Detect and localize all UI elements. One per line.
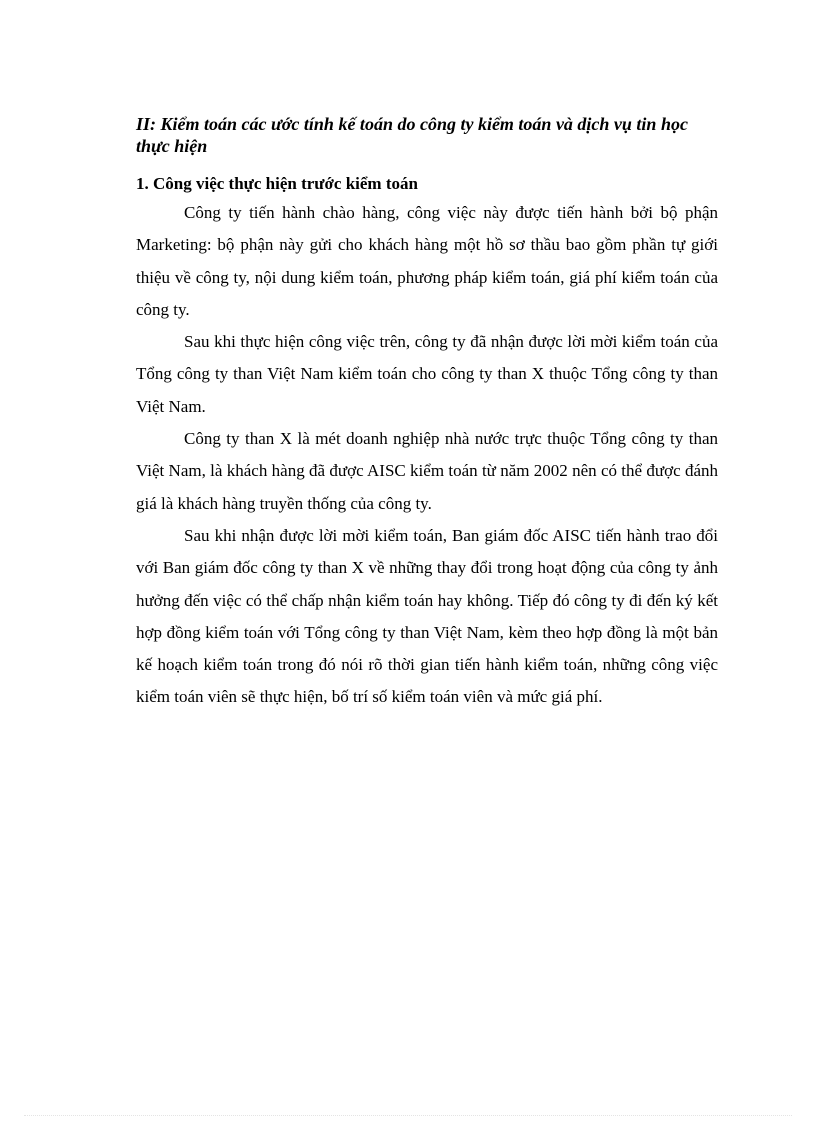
paragraph: Công ty than X là mét doanh nghiệp nhà nước trực thuộc Tổng công ty than Việt Nam, là khách hàng đã được AISC kiểm toán từ năm 2002 nên có thể được đánh giá là khách hàng truyền thống của công ty. <box>136 429 718 513</box>
page-bottom-divider <box>24 1115 792 1116</box>
paragraph: Công ty tiến hành chào hàng, công việc này được tiến hành bởi bộ phận Marketing: bộ phận này gửi cho khách hàng một hồ sơ thầu bao gồm phần tự giới thiệu về công ty, nội dung kiểm toán, phương pháp kiểm toán, giá phí kiểm toán của công ty. <box>136 203 718 319</box>
paragraph: Sau khi thực hiện công việc trên, công ty đã nhận được lời mời kiểm toán của Tổng công ty than Việt Nam kiểm toán cho công ty than X thuộc Tổng công ty than Việt Nam. <box>136 332 718 416</box>
body-text <box>136 197 718 714</box>
paragraph: Sau khi nhận được lời mời kiểm toán, Ban giám đốc AISC tiến hành trao đổi với Ban giám đốc công ty than X về những thay đổi trong hoạt động của công ty ảnh hưởng đến việc có thể chấp nhận kiểm toán hay không. Tiếp đó công ty đi đến ký kết hợp đồng kiểm toán với Tổng công ty than Việt Nam, kèm theo hợp đồng là một bản kế hoạch kiểm toán trong đó nói rõ thời gian tiến hành kiểm toán, những công việc kiểm toán viên sẽ thực hiện, bố trí số kiểm toán viên và mức giá phí. <box>136 525 718 707</box>
subsection-heading: 1. Công việc thực hiện trước kiểm toán <box>136 174 418 193</box>
section-heading: II: Kiểm toán các ước tính kế toán do công ty kiểm toán và dịch vụ tin học thực hiện <box>136 114 688 156</box>
